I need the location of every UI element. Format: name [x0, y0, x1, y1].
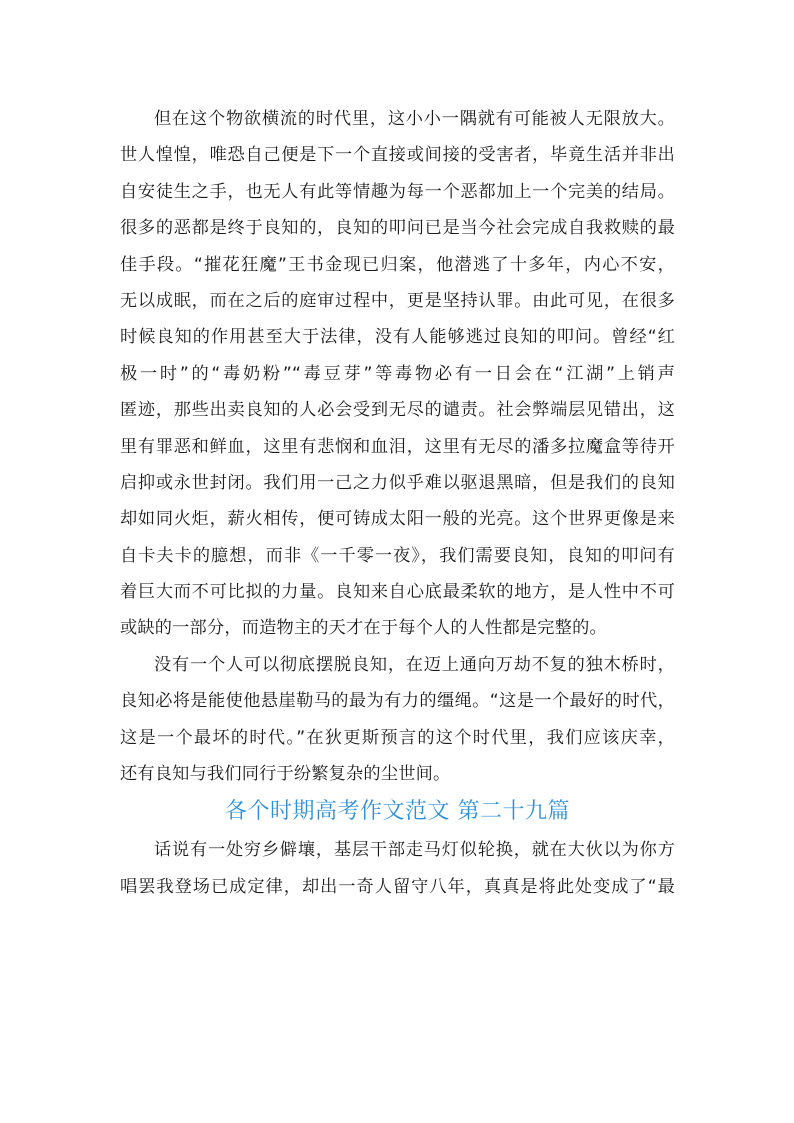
- paragraph-line: 很多的恶都是终于良知的，良知的叩问已是当今社会完成自我救赎的最: [120, 218, 675, 239]
- paragraph-line: 或缺的一部分，而造物主的天才在于每个人的人性都是完整的。: [120, 618, 607, 639]
- paragraph-line: 里有罪恶和鲜血，这里有悲悯和血泪，这里有无尽的潘多拉魔盒等待开: [120, 436, 675, 457]
- paragraph-line: 启抑或永世封闭。我们用一己之力似乎难以驱退黑暗，但是我们的良知: [120, 472, 675, 493]
- paragraph-line: 世人惶惶，唯恐自己便是下一个直接或间接的受害者，毕竟生活并非出: [120, 145, 675, 166]
- paragraph-line: 这是一个最坏的时代。”在狄更斯预言的这个时代里，我们应该庆幸，: [120, 727, 675, 748]
- paragraph-line: 却如同火炬，薪火相传，便可铸成太阳一般的光亮。这个世界更像是来: [120, 509, 675, 530]
- paragraph-line: 佳手段。“摧花狂魔”王书金现已归案，他潜逃了十多年，内心不安，: [120, 254, 675, 275]
- paragraph-line: 话说有一处穷乡僻壤，基层干部走马灯似轮换，就在大伙以为你方: [154, 840, 675, 861]
- paragraph-line: 良知必将是能使他悬崖勒马的最为有力的缰绳。“这是一个最好的时代，: [120, 691, 675, 712]
- paragraph-line: 时候良知的作用甚至大于法律，没有人能够逃过良知的叩问。曾经“红: [120, 327, 675, 348]
- paragraph-line: 着巨大而不可比拟的力量。良知来自心底最柔软的地方，是人性中不可: [120, 582, 675, 603]
- paragraph-line: 极一时”的“毒奶粉”“毒豆芽”等毒物必有一日会在“江湖”上销声: [120, 363, 675, 384]
- paragraph-line: 无以成眠，而在之后的庭审过程中，更是坚持认罪。由此可见，在很多: [120, 290, 675, 311]
- paragraph-line: 匿迹，那些出卖良知的人必会受到无尽的谴责。社会弊端层见错出，这: [120, 400, 675, 421]
- paragraph-line: 没有一个人可以彻底摆脱良知，在迈上通向万劫不复的独木桥时，: [154, 654, 675, 675]
- paragraph-line: 唱罢我登场已成定律，却出一奇人留守八年，真真是将此处变成了“最: [120, 876, 675, 897]
- document-body: [120, 101, 675, 905]
- section-heading: 各个时期高考作文范文 第二十九篇: [225, 799, 570, 825]
- paragraph-line: 但在这个物欲横流的时代里，这小小一隅就有可能被人无限放大。: [154, 109, 675, 129]
- paragraph-line: 自卡夫卡的臆想，而非《一千零一夜》，我们需要良知，良知的叩问有: [120, 545, 675, 566]
- paragraph-line: 还有良知与我们同行于纷繁复杂的尘世间。: [120, 764, 451, 785]
- paragraph-line: 自安徒生之手，也无人有此等情趣为每一个恶都加上一个完美的结局。: [120, 181, 675, 202]
